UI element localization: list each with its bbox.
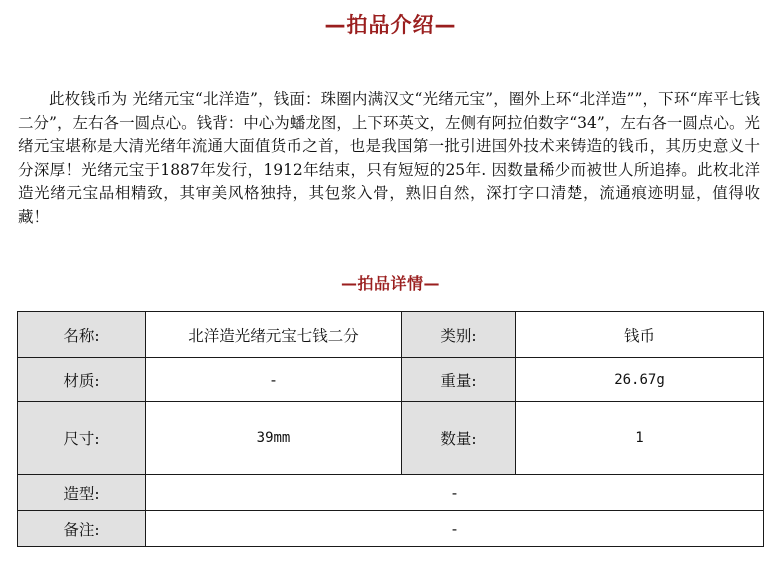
- table-row: [18, 312, 764, 358]
- details-table: [17, 311, 764, 547]
- size-value: 39mm: [146, 402, 402, 475]
- details-section-title: —拍品详情—: [340, 274, 440, 293]
- material-label: 材质:: [18, 358, 146, 402]
- remark-value: -: [146, 511, 764, 547]
- category-value: 钱币: [516, 312, 764, 358]
- weight-label: 重量:: [402, 358, 516, 402]
- table-row: [18, 475, 764, 511]
- table-row: [18, 402, 764, 475]
- remark-label: 备注:: [18, 511, 146, 547]
- intro-description: 此枚钱币为 光绪元宝“北洋造”，钱面：珠圈内满汉文“光绪元宝”，圈外上环“北洋造””，下环“库平七钱二分”，左右各一圆点心。钱背：中心为蟠龙图，上下环英文，左侧有阿拉伯数字“34”，左右各一圆点心。光绪元宝堪称是大清光绪年流通大面值货币之首，也是我国第一批引进国外技术来铸造的钱币，其历史意义十分深厚！光绪元宝于1887年发行，1912年结束，只有短短的25年. 因数量稀少而被世人所追捧。此枚北洋造光绪元宝品相精致，其审美风格独持，其包浆入骨，熟旧自然，深打字口清楚，流通痕迹明显，值得收藏！: [18, 90, 760, 226]
- category-label: 类别:: [402, 312, 516, 358]
- size-label: 尺寸:: [18, 402, 146, 475]
- table-row: [18, 358, 764, 402]
- shape-label: 造型:: [18, 475, 146, 511]
- quantity-value: 1: [516, 402, 764, 475]
- shape-value: -: [146, 475, 764, 511]
- table-row: [18, 511, 764, 547]
- name-label: 名称:: [18, 312, 146, 358]
- weight-value: 26.67g: [516, 358, 764, 402]
- intro-section-title: —拍品介绍—: [324, 13, 457, 37]
- quantity-label: 数量:: [402, 402, 516, 475]
- name-value: 北洋造光绪元宝七钱二分: [146, 312, 402, 358]
- material-value: -: [146, 358, 402, 402]
